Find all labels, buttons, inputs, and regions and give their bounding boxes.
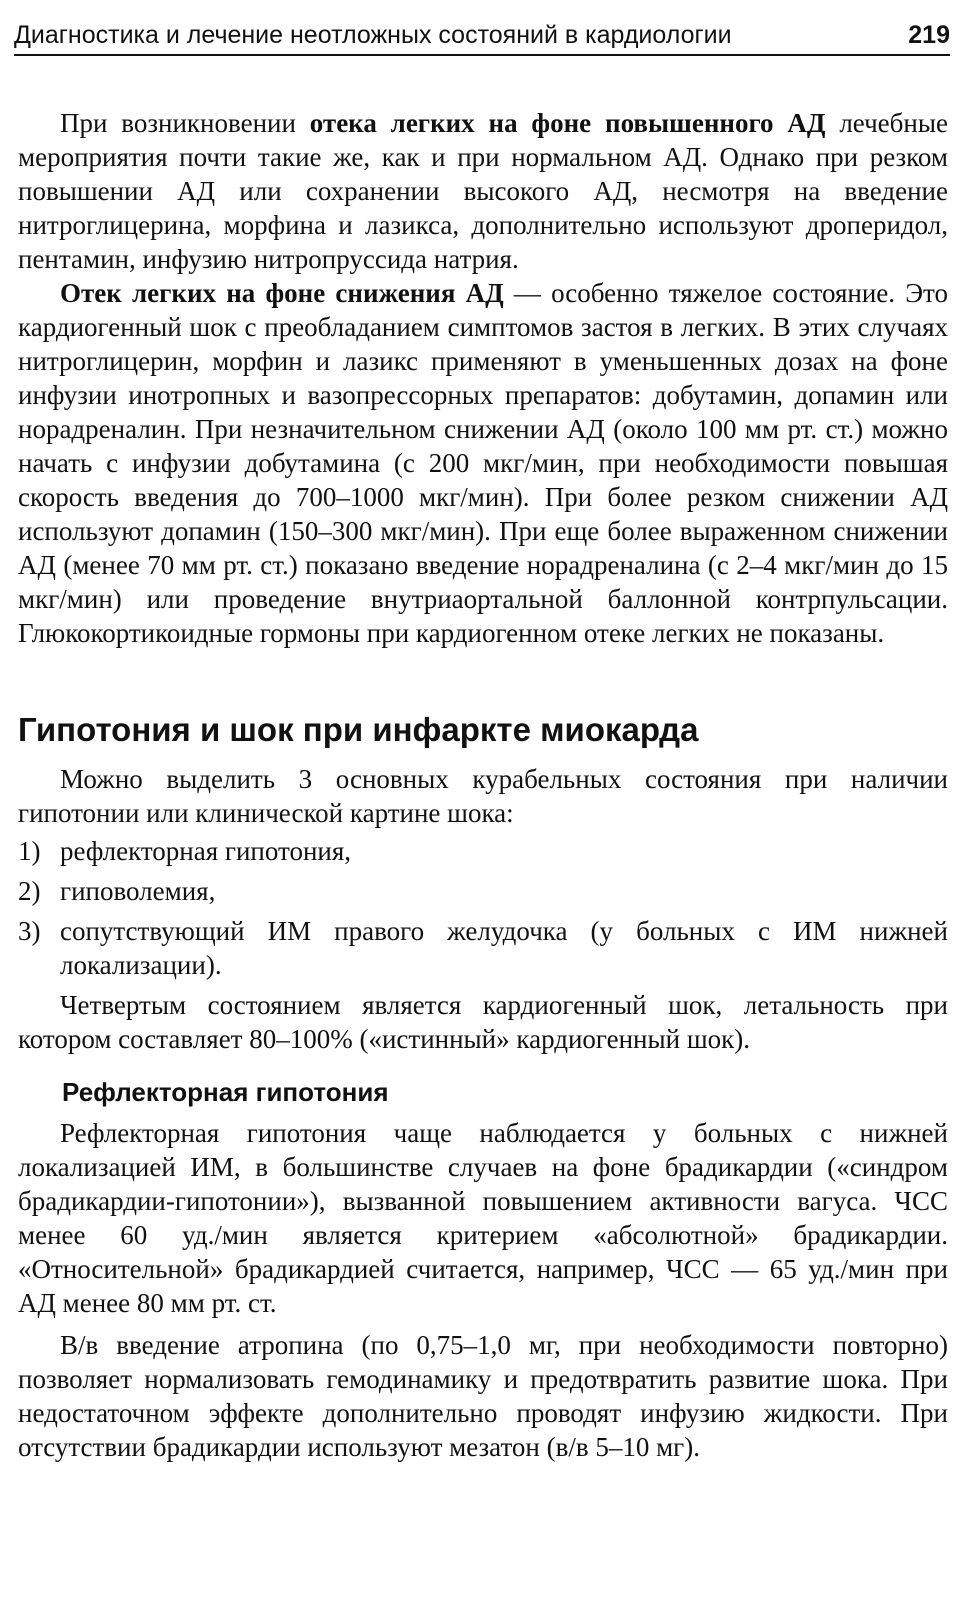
list-number: 2) bbox=[18, 876, 41, 906]
conditions-list bbox=[18, 834, 948, 982]
list-number: 3) bbox=[18, 916, 41, 946]
paragraph-high-bp-edema bbox=[18, 106, 948, 276]
subsection-paragraph-1: Рефлекторная гипотония чаще наблюдается у больных с нижней локализацией ИМ, в большинстве случаев на фоне брадикардии («синдром брадикардии-гипотонии»), вызванной повышением активности вагуса. ЧСС менее 60 уд./мин является критерием «абсолютной» брадикардии. «Относительной» брадикардией считается, например, ЧСС — 65 уд./мин при АД менее 80 мм рт. ст. bbox=[18, 1118, 948, 1318]
list-item bbox=[18, 914, 948, 982]
section-intro: Можно выделить 3 основных курабельных состояния при наличии гипотонии или клинической картине шока: bbox=[18, 764, 948, 828]
paragraph-text: лечебные мероприятия почти такие же, как и при нормальном АД. Однако при резком повышении АД или сохранении высокого АД, несмотря на введение нитроглицерина, морфина и лазикса, дополнительно используют дроперидол, пентамин, инфузию нитропруссида натрия. bbox=[18, 108, 948, 274]
list-text: гиповолемия, bbox=[60, 876, 216, 906]
list-item bbox=[18, 834, 948, 868]
bold-term: отека легких на фоне повышенного АД bbox=[309, 108, 826, 138]
list-text: сопутствующий ИМ правого желудочка (у больных с ИМ нижней локализации). bbox=[60, 916, 948, 980]
subsection-heading: Рефлекторная гипотония bbox=[62, 1077, 389, 1107]
running-head bbox=[14, 20, 950, 56]
section-after: Четвертым состоянием является кардиогенный шок, летальность при котором составляет 80–100% («истинный» кардиогенный шок). bbox=[18, 990, 948, 1054]
paragraph-text: — особенно тяжелое состояние. Это кардиогенный шок с преобладанием симптомов застоя в легких. В этих случаях нитроглицерин, морфин и лазикс применяют в уменьшенных дозах на фоне инфузии инотропных и вазопрессорных препаратов: добутамин, допамин или норадреналин. При незначительном снижении АД (около 100 мм рт. ст.) можно начать с инфузии добутамина (с 200 мкг/мин, при необходимости повышая скорость введения до 700–1000 мкг/мин). При более резком снижении АД используют допамин (150–300 мкг/мин). При еще более выраженном снижении АД (менее 70 мм рт. ст.) показано введение норадреналина (с 2–4 мкг/мин до 15 мкг/мин) или проведение внутриаортальной баллонной контрпульсации. Глюкокортикоидные гормоны при кардиогенном отеке легких не показаны. bbox=[18, 278, 948, 648]
paragraph-text: При возникновении bbox=[60, 108, 310, 138]
bold-term: Отек легких на фоне снижения АД bbox=[60, 278, 504, 308]
page-body bbox=[18, 106, 948, 1464]
subsection-paragraph-2: В/в введение атропина (по 0,75–1,0 мг, при необходимости повторно) позволяет нормализовать гемодинамику и предотвратить развитие шока. При недостаточном эффекте дополнительно проводят инфузию жидкости. При отсутствии брадикардии используют мезатон (в/в 5–10 мг). bbox=[18, 1330, 948, 1462]
list-text: рефлекторная гипотония, bbox=[60, 836, 352, 866]
running-head-title: Диагностика и лечение неотложных состояний в кардиологии bbox=[14, 21, 732, 49]
paragraph-low-bp-edema bbox=[18, 276, 948, 650]
page-number: 219 bbox=[908, 21, 950, 49]
list-number: 1) bbox=[18, 836, 41, 866]
list-item bbox=[18, 874, 948, 908]
section-heading: Гипотония и шок при инфаркте миокарда bbox=[18, 711, 699, 748]
